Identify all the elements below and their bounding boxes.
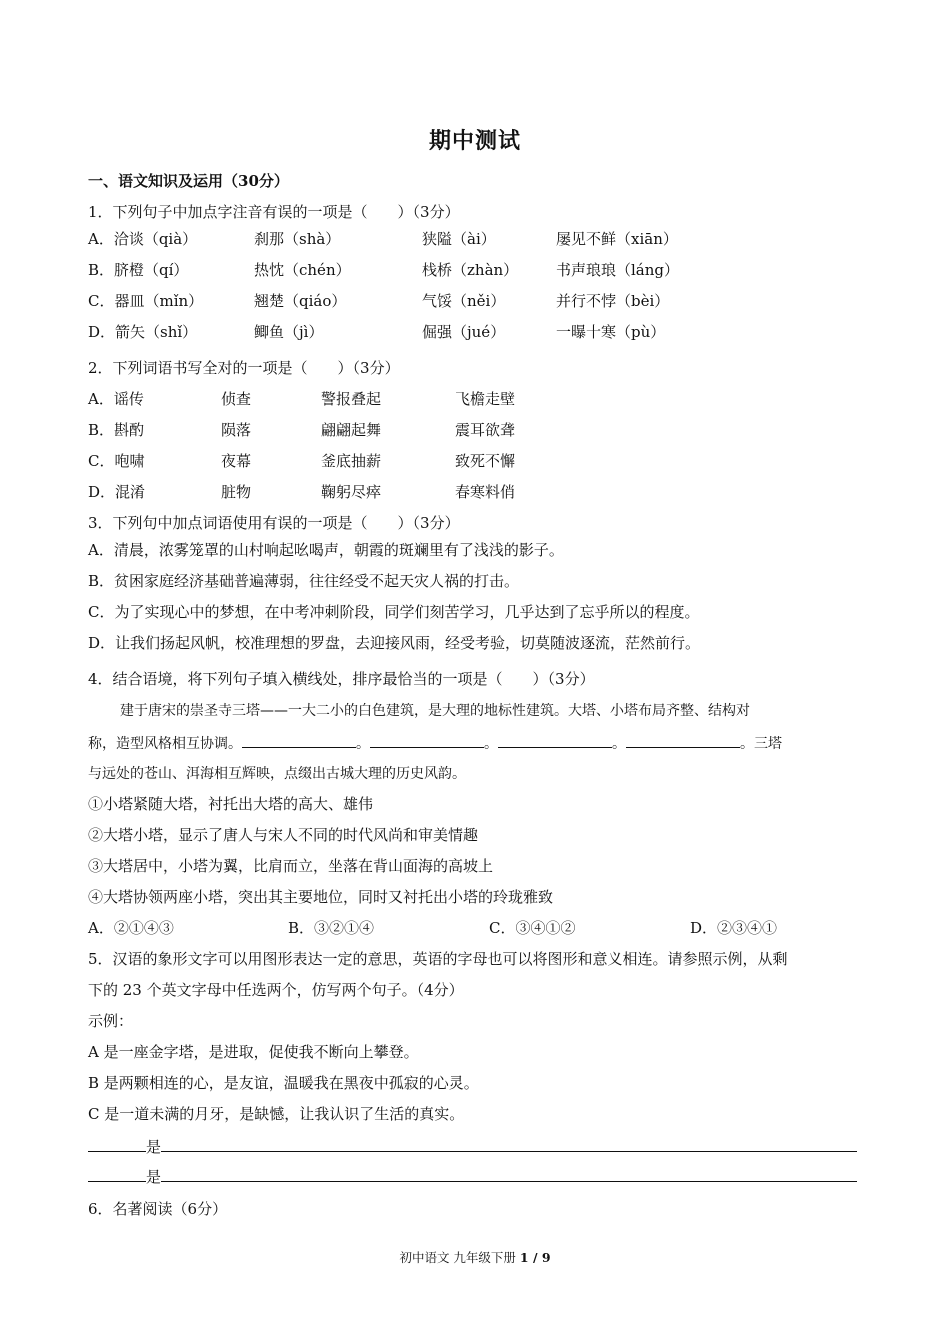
question-6-stem: 6．名著阅读（6分）	[88, 1200, 228, 1218]
q1-option-d: D．箭矢（shǐ） 鲫鱼（jì） 倔强（jué） 一曝十寒（pù）	[88, 323, 666, 341]
q5-example-1: A 是一座金字塔，是进取，促使我不断向上攀登。	[88, 1043, 419, 1061]
fill-blank-1[interactable]	[242, 733, 356, 748]
q3-option-c: C．为了实现心中的梦想，在中考冲刺阶段，同学们刻苦学习，几乎达到了忘乎所以的程度。	[88, 603, 700, 621]
q4-option-d: D．②③④①	[690, 919, 778, 937]
q1-option-b: B．脐橙（qí） 热忱（chén） 栈桥（zhàn） 书声琅琅（láng）	[88, 261, 680, 279]
q4-option-a: A．②①④③	[88, 919, 174, 937]
q3-option-b: B．贫困家庭经济基础普遍薄弱，往往经受不起天灾人祸的打击。	[88, 572, 520, 590]
q3-option-a: A．清晨，浓雾笼罩的山村响起吆喝声，朝霞的斑斓里有了浅浅的影子。	[88, 541, 564, 559]
page-footer: 初中语文 九年级下册 1 / 9	[399, 1250, 551, 1265]
q4-passage-line-2: 称，造型风格相互协调。 。 。 。 。三塔	[88, 733, 782, 754]
q2-option-a: A．谣传 侦查 警报叠起 飞檐走壁	[88, 390, 516, 408]
q1-option-c: C．器皿（mǐn） 翘楚（qiáo） 气馁（něi） 并行不悖（bèi）	[88, 292, 670, 310]
section-heading: 一、语文知识及运用（30分）	[88, 172, 289, 190]
question-5-stem-line-2: 下的 23 个英文字母中任选两个，仿写两个句子。（4分）	[88, 981, 464, 999]
q5-sentence-blank-2[interactable]	[161, 1167, 857, 1182]
q2-option-c: C．咆啸 夜幕 釜底抽薪 致死不懈	[88, 452, 516, 470]
q4-passage-line-1: 建于唐宋的崇圣寺三塔——一大二小的白色建筑，是大理的地标性建筑。大塔、小塔布局齐整、结构对	[120, 703, 750, 719]
question-4-stem: 4．结合语境，将下列句子填入横线处，排序最恰当的一项是（ ）（3分）	[88, 670, 595, 688]
q4-passage-line-3: 与远处的苍山、洱海相互辉映，点缀出古城大理的历史风韵。	[88, 766, 466, 782]
question-5-stem-line-1: 5．汉语的象形文字可以用图形表达一定的意思，英语的字母也可以将图形和意义相连。请参照示例，从剩	[88, 950, 788, 968]
q5-letter-blank-2[interactable]	[88, 1167, 146, 1182]
q4-item-4: ④大塔协领两座小塔，突出其主要地位，同时又衬托出小塔的玲珑雅致	[88, 888, 554, 906]
page-number: 1 / 9	[519, 1250, 551, 1265]
q4-item-3: ③大塔居中，小塔为翼，比肩而立，坐落在背山面海的高坡上	[88, 857, 494, 875]
q5-example-label: 示例：	[88, 1012, 134, 1030]
q5-letter-blank-1[interactable]	[88, 1137, 146, 1152]
q2-option-b: B．斟酌 陨落 翩翩起舞 震耳欲聋	[88, 421, 516, 439]
q4-options	[88, 918, 888, 938]
q5-sentence-blank-1[interactable]	[161, 1137, 857, 1152]
q4-item-2: ②大塔小塔，显示了唐人与宋人不同的时代风尚和审美情趣	[88, 826, 479, 844]
q4-item-1: ①小塔紧随大塔，衬托出大塔的高大、雄伟	[88, 795, 374, 813]
question-2-stem: 2．下列词语书写全对的一项是（ ）（3分）	[88, 359, 400, 377]
question-3-stem: 3．下列句中加点词语使用有误的一项是（ ）（3分）	[88, 514, 460, 532]
q4-option-c: C．③④①②	[489, 919, 576, 937]
q2-option-d: D．混淆 脏物 鞠躬尽瘁 春寒料俏	[88, 483, 516, 501]
fill-blank-4[interactable]	[626, 733, 740, 748]
q4-option-b: B．③②①④	[288, 919, 375, 937]
q5-answer-line-1: 是	[88, 1137, 857, 1157]
q5-example-3: C 是一道未满的月牙，是缺憾，让我认识了生活的真实。	[88, 1105, 465, 1123]
question-1-stem: 1．下列句子中加点字注音有误的一项是（ ）（3分）	[88, 203, 460, 221]
q1-option-a: A．洽谈（qià） 刹那（shà） 狭隘（ài） 屡见不鲜（xiān）	[88, 230, 678, 248]
q5-answer-line-2: 是	[88, 1167, 857, 1187]
fill-blank-3[interactable]	[498, 733, 612, 748]
fill-blank-2[interactable]	[370, 733, 484, 748]
q5-example-2: B 是两颗相连的心，是友谊，温暖我在黑夜中孤寂的心灵。	[88, 1074, 479, 1092]
page-title: 期中测试	[428, 128, 521, 154]
q3-option-d: D．让我们扬起风帆，校准理想的罗盘，去迎接风雨，经受考验，切莫随波逐流，茫然前行。	[88, 634, 701, 652]
